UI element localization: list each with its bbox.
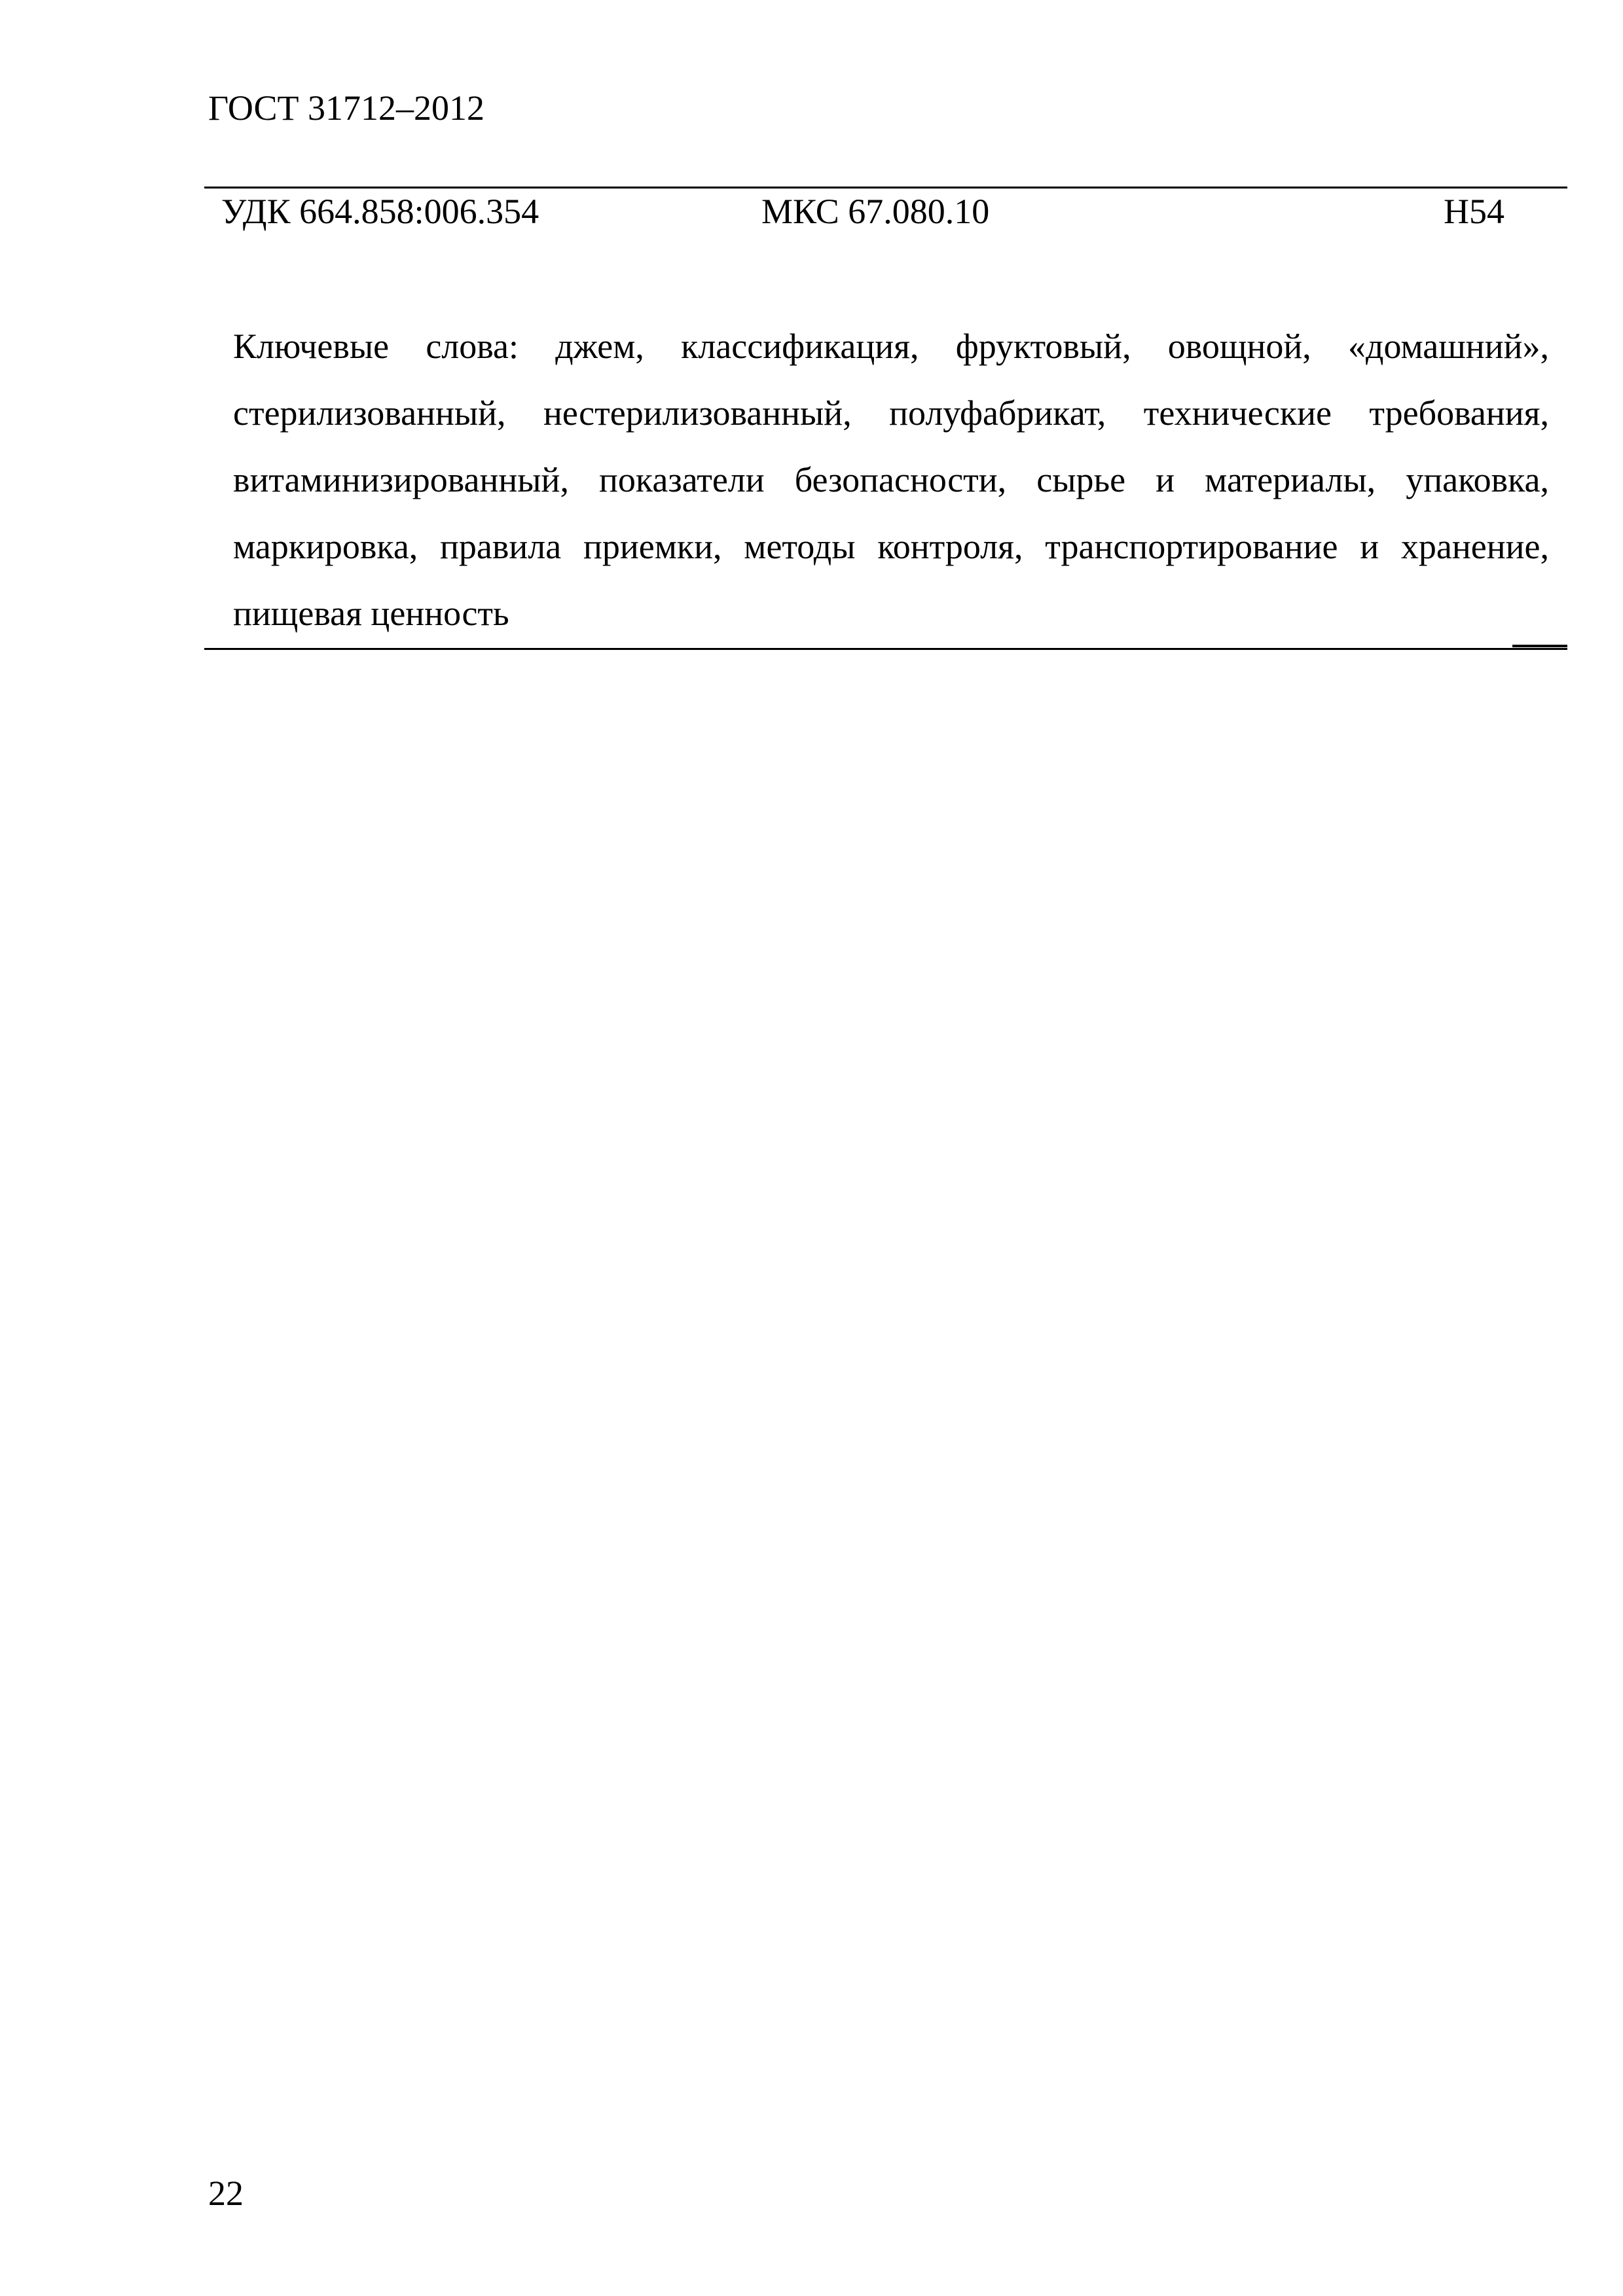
top-divider (204, 187, 1567, 188)
document-code: ГОСТ 31712–2012 (208, 88, 485, 128)
page-number: 22 (208, 2174, 244, 2213)
mks-code: МКС 67.080.10 (761, 192, 990, 231)
bottom-divider (204, 648, 1567, 650)
divider-end-mark (1512, 645, 1567, 647)
okstu-code: Н54 (1444, 192, 1504, 231)
keywords-paragraph: Ключевые слова: джем, классификация, фруктовый, овощной, «домашний», стерилизованный, нестерилизованный, полуфабрикат, технические требования, витаминизированный, показатели безопасности, сырье и материалы, упаковка, маркировка, правила приемки, методы контроля, транспортирование и хранение, пищевая ценность (233, 327, 1549, 633)
udk-code: УДК 664.858:006.354 (221, 192, 539, 231)
